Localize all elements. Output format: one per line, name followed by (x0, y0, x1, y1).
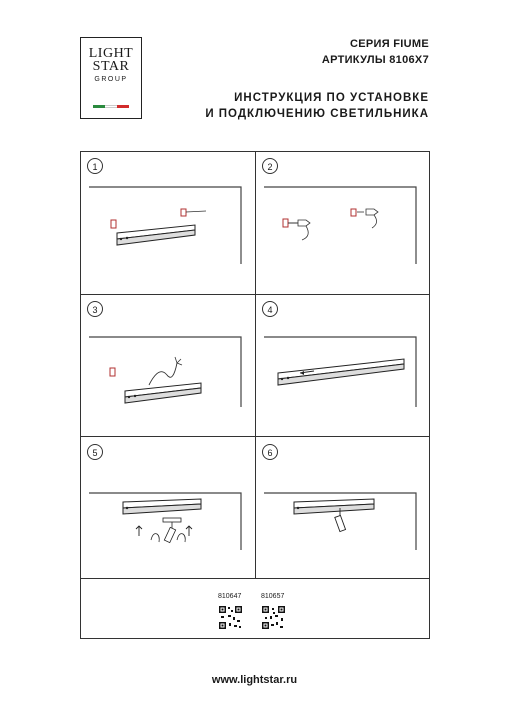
step-number-badge: 3 (87, 301, 103, 317)
track-insert-icon (256, 295, 430, 437)
step-panel-3 (81, 295, 255, 437)
fixture-wiring-icon (81, 295, 255, 437)
wall-mount-icon (81, 152, 255, 294)
qr-code-icon[interactable] (218, 605, 243, 630)
italian-flag-icon (93, 105, 129, 108)
website-link[interactable]: www.lightstar.ru (211, 674, 298, 686)
article-code-1: 810647 (218, 593, 242, 600)
brand-logo (80, 37, 142, 119)
logo-word-star: STAR (92, 59, 130, 74)
article-code-2: 810657 (261, 593, 285, 600)
spot-install-icon (81, 438, 255, 580)
step-number-badge: 2 (262, 158, 278, 174)
qr-codes-row (81, 579, 431, 640)
instruction-title-line1: ИНСТРУКЦИЯ ПО УСТАНОВКЕ (234, 92, 429, 104)
step-panel-2 (256, 152, 430, 294)
logo-word-group: GROUP (94, 76, 128, 83)
step-number-badge: 5 (87, 444, 103, 460)
step-number-badge: 4 (262, 301, 278, 317)
steps-grid (80, 151, 430, 639)
step-number-badge: 6 (262, 444, 278, 460)
step-panel-4 (256, 295, 430, 437)
series-title: СЕРИЯ FIUME (349, 38, 429, 50)
logo-word-light: LIGHT (88, 46, 134, 61)
wire-connection-icon (256, 152, 430, 294)
step-panel-6 (256, 438, 430, 580)
step-number-badge: 1 (87, 158, 103, 174)
articles-title: АРТИКУЛЫ 8106X7 (321, 54, 429, 66)
step-panel-1 (81, 152, 255, 294)
instruction-title-line2: И ПОДКЛЮЧЕНИЮ СВЕТИЛЬНИКА (205, 108, 429, 120)
spot-mounted-icon (256, 438, 430, 580)
step-panel-5 (81, 438, 255, 580)
qr-code-icon[interactable] (261, 605, 286, 630)
